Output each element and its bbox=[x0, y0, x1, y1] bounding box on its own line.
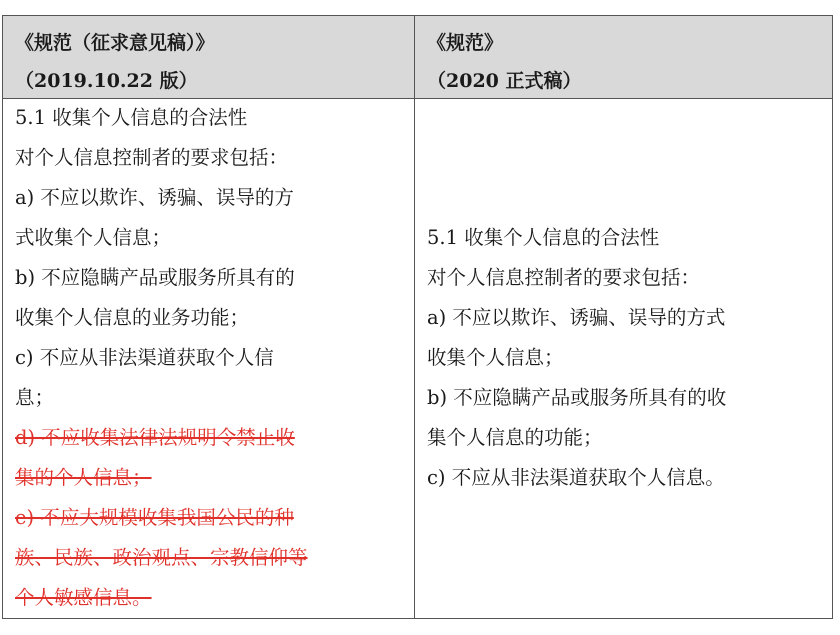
text-line: b) 不应隐瞒产品或服务所具有的收 bbox=[427, 386, 727, 409]
header-draft-version: （2019.10.22 版） bbox=[15, 70, 198, 92]
deleted-text-line: 族、民族、政治观点、宗教信仰等 bbox=[15, 546, 308, 569]
text-line: a) 不应以欺诈、诱骗、误导的方式 bbox=[427, 306, 726, 329]
text-line: 对个人信息控制者的要求包括： bbox=[15, 146, 289, 169]
header-draft-title: 《规范（征求意见稿）》 bbox=[15, 32, 215, 54]
header-final-version: （2020 正式稿） bbox=[427, 70, 582, 92]
header-cell-draft bbox=[15, 16, 410, 98]
text-line: b) 不应隐瞒产品或服务所具有的 bbox=[15, 266, 295, 289]
text-line: 收集个人信息的业务功能； bbox=[15, 306, 250, 329]
text-line: 5.1 收集个人信息的合法性 bbox=[427, 226, 660, 249]
text-line: a) 不应以欺诈、诱骗、误导的方 bbox=[15, 186, 294, 209]
text-line: c) 不应从非法渠道获取个人信息。 bbox=[427, 466, 725, 489]
header-final-title: 《规范》 bbox=[427, 32, 504, 54]
text-line: 5.1 收集个人信息的合法性 bbox=[15, 106, 248, 129]
deleted-text-line: 个人敏感信息。 bbox=[15, 586, 152, 609]
deleted-text-line: e) 不应大规模收集我国公民的种 bbox=[15, 506, 294, 529]
text-line: 息； bbox=[15, 386, 55, 409]
text-line: c) 不应从非法渠道获取个人信 bbox=[15, 346, 274, 369]
deleted-text-line: d) 不应收集法律法规明令禁止收 bbox=[15, 426, 295, 449]
text-line: 式收集个人信息； bbox=[15, 226, 172, 249]
header-cell-final bbox=[427, 16, 822, 98]
text-line: 对个人信息控制者的要求包括： bbox=[427, 266, 701, 289]
deleted-text-line: 集的个人信息； bbox=[15, 466, 152, 489]
column-divider bbox=[414, 16, 415, 618]
comparison-table bbox=[2, 15, 833, 619]
text-line: 收集个人信息； bbox=[427, 346, 564, 369]
text-line: 集个人信息的功能； bbox=[427, 426, 603, 449]
